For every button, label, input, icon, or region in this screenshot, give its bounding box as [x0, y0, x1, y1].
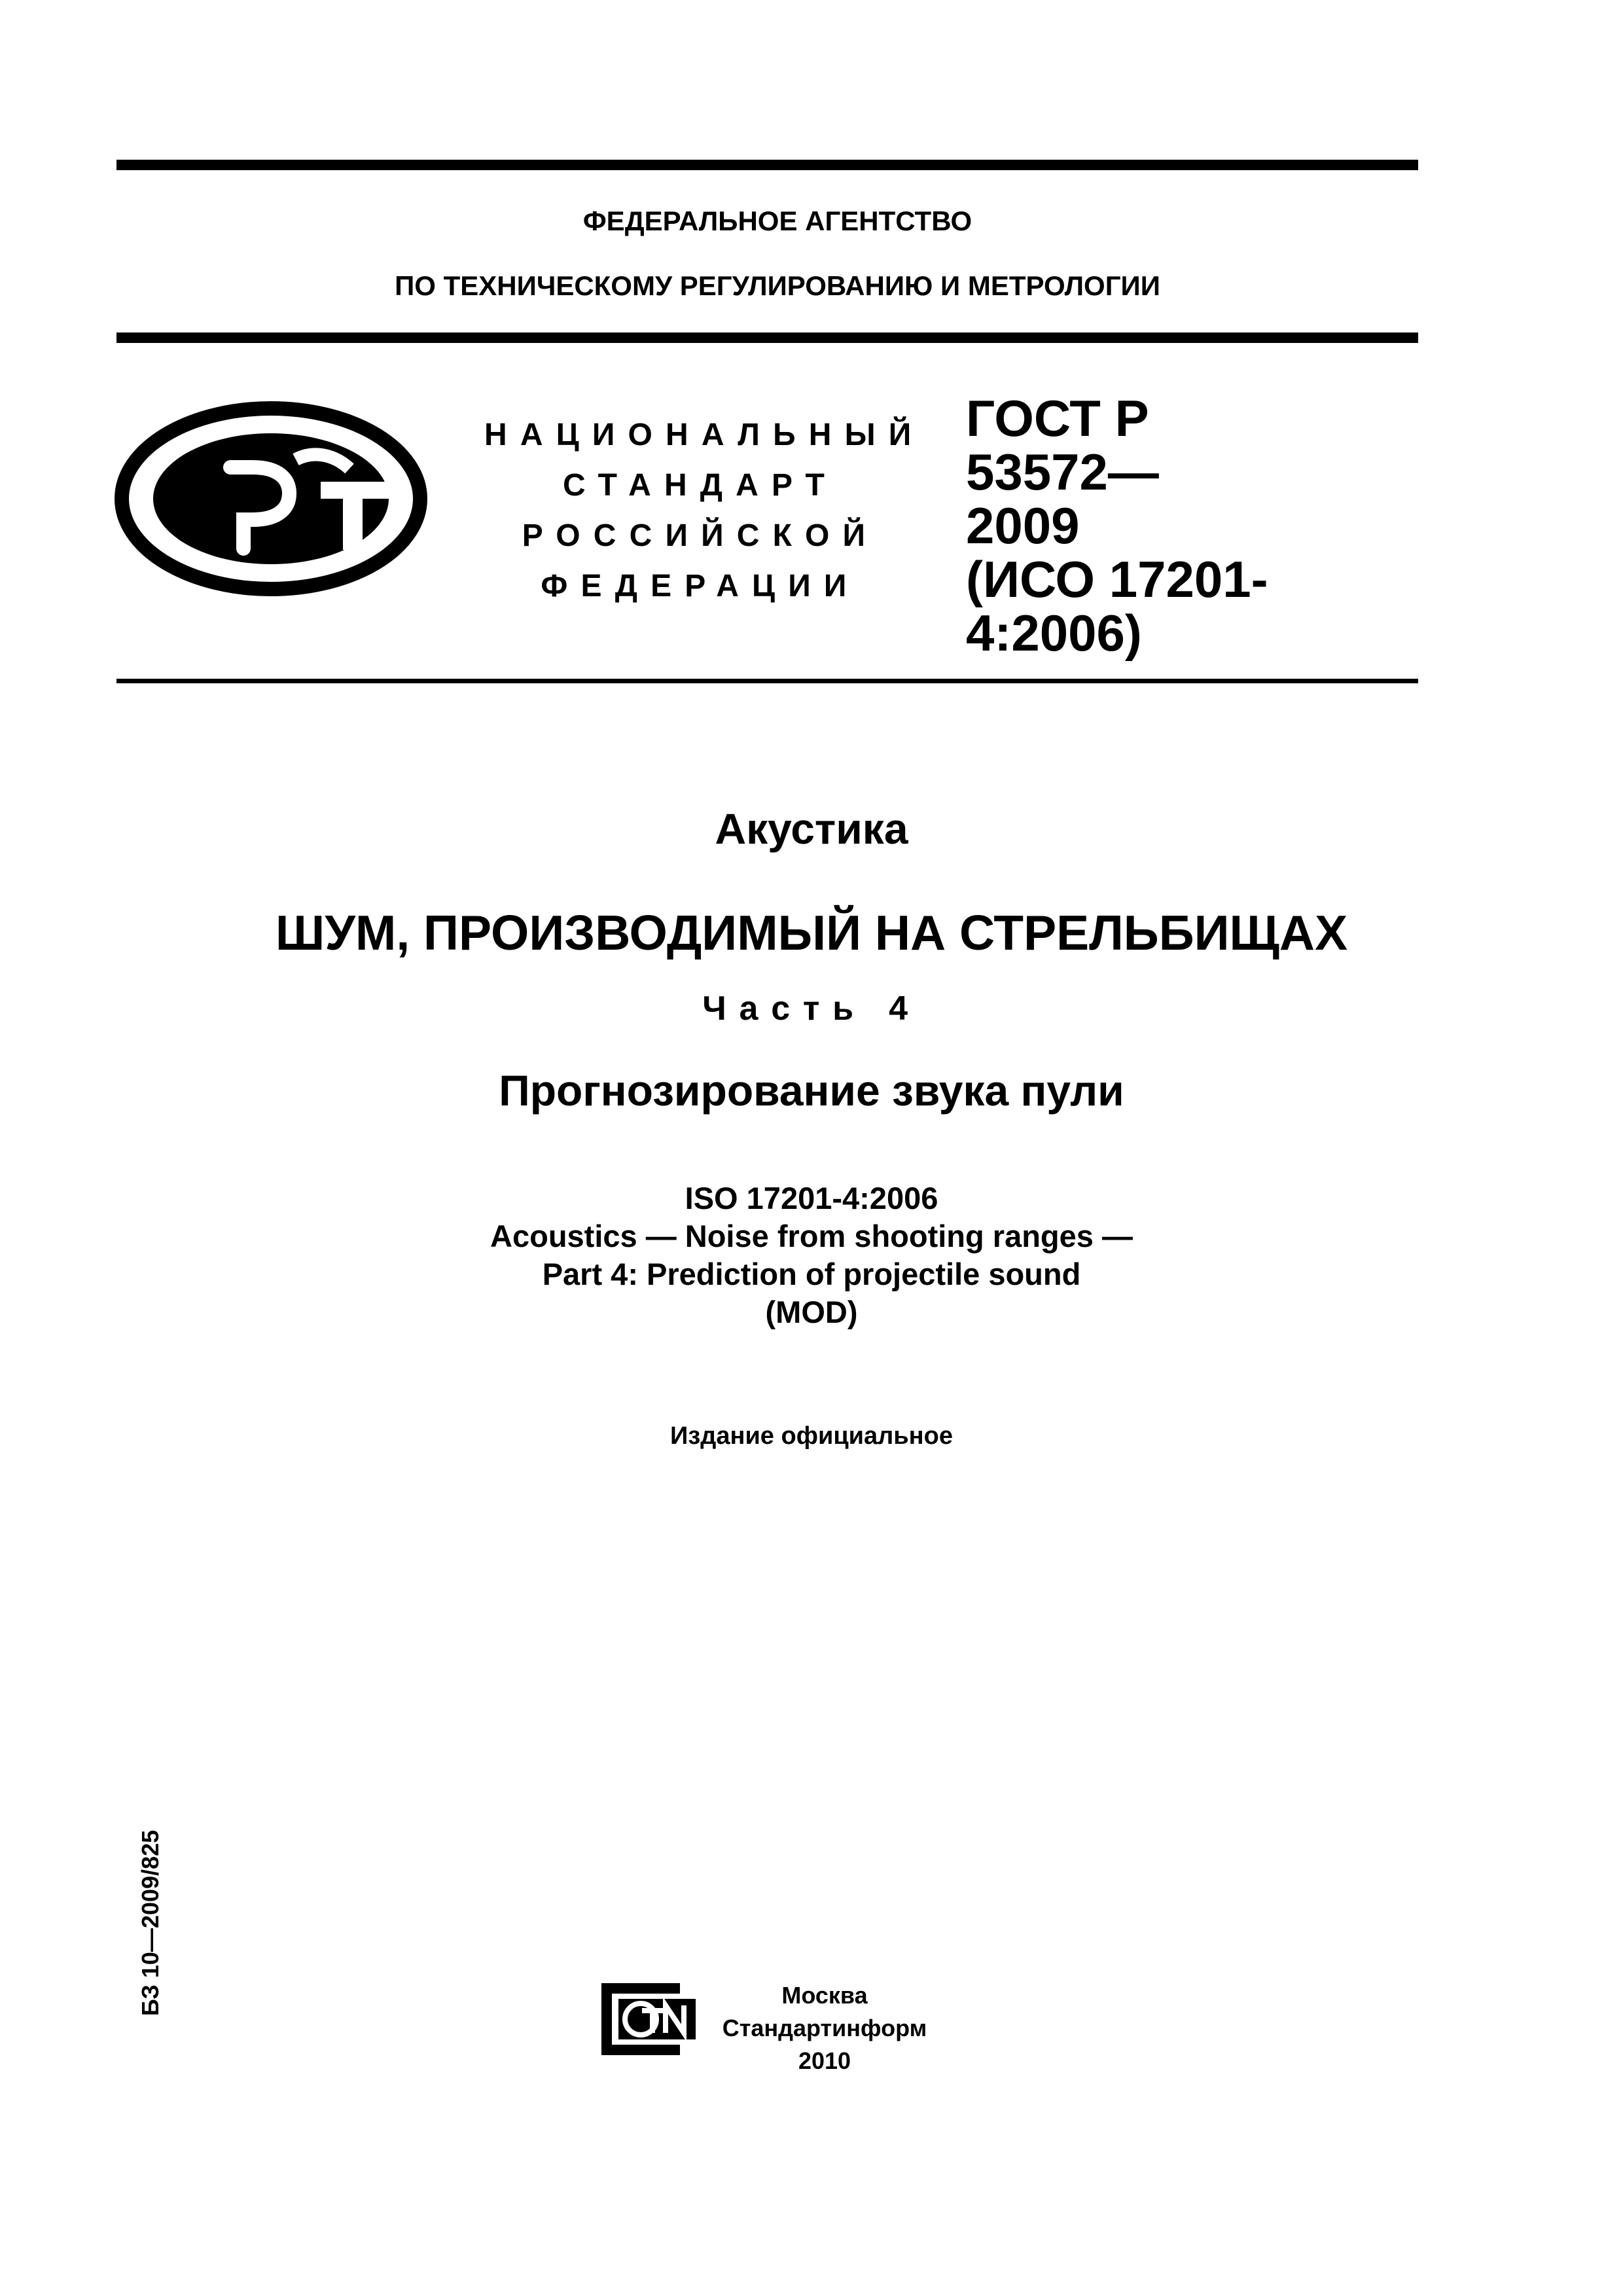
national-line-4: ФЕДЕРАЦИИ — [541, 569, 860, 603]
national-line-3: РОССИЙСКОЙ — [522, 518, 879, 553]
iso-reference-line-3: Part 4: Prediction of projectile sound — [542, 1257, 1081, 1291]
thin-rule — [116, 679, 1418, 683]
part-label: Часть 4 — [702, 990, 921, 1028]
imprint-city: Москва — [781, 1982, 868, 2009]
top-rule — [116, 160, 1418, 170]
national-standard-label — [484, 410, 925, 611]
imprint-year: 2010 — [798, 2047, 851, 2074]
middle-rule — [116, 332, 1418, 343]
document-subtitle: Прогнозирование звука пули — [499, 1066, 1124, 1115]
agency-line-2: ПО ТЕХНИЧЕСКОМУ РЕГУЛИРОВАНИЮ И МЕТРОЛОГИИ — [395, 270, 1160, 301]
edition-label: Издание официальное — [670, 1422, 953, 1450]
agency-line-1: ФЕДЕРАЛЬНОЕ АГЕНТСТВО — [582, 206, 972, 236]
designation-line-3: 2009 — [966, 497, 1080, 554]
subject-heading: Акустика — [715, 804, 908, 853]
sti-logo-icon — [601, 1983, 713, 2055]
iso-reference-line-2: Acoustics — Noise from shooting ranges — — [490, 1219, 1133, 1253]
standard-designation — [966, 391, 1424, 660]
iso-reference-line-4: (MOD) — [765, 1295, 858, 1329]
designation-line-1: ГОСТ Р — [966, 389, 1149, 447]
side-code-text: БЗ 10—2009/825 — [137, 1829, 164, 2017]
rst-logo-icon — [114, 401, 428, 597]
imprint-publisher: Стандартинформ — [722, 2015, 927, 2041]
national-line-2: СТАНДАРТ — [563, 468, 838, 503]
designation-line-2: 53572— — [966, 443, 1159, 501]
national-line-1: НАЦИОНАЛЬНЫЙ — [484, 418, 925, 452]
document-title: ШУМ, ПРОИЗВОДИМЫЙ НА СТРЕЛЬБИЩАХ — [275, 905, 1348, 960]
iso-reference-line-1: ISO 17201-4:2006 — [685, 1181, 938, 1215]
designation-line-4: (ИСО 17201-4:2006) — [966, 550, 1268, 662]
